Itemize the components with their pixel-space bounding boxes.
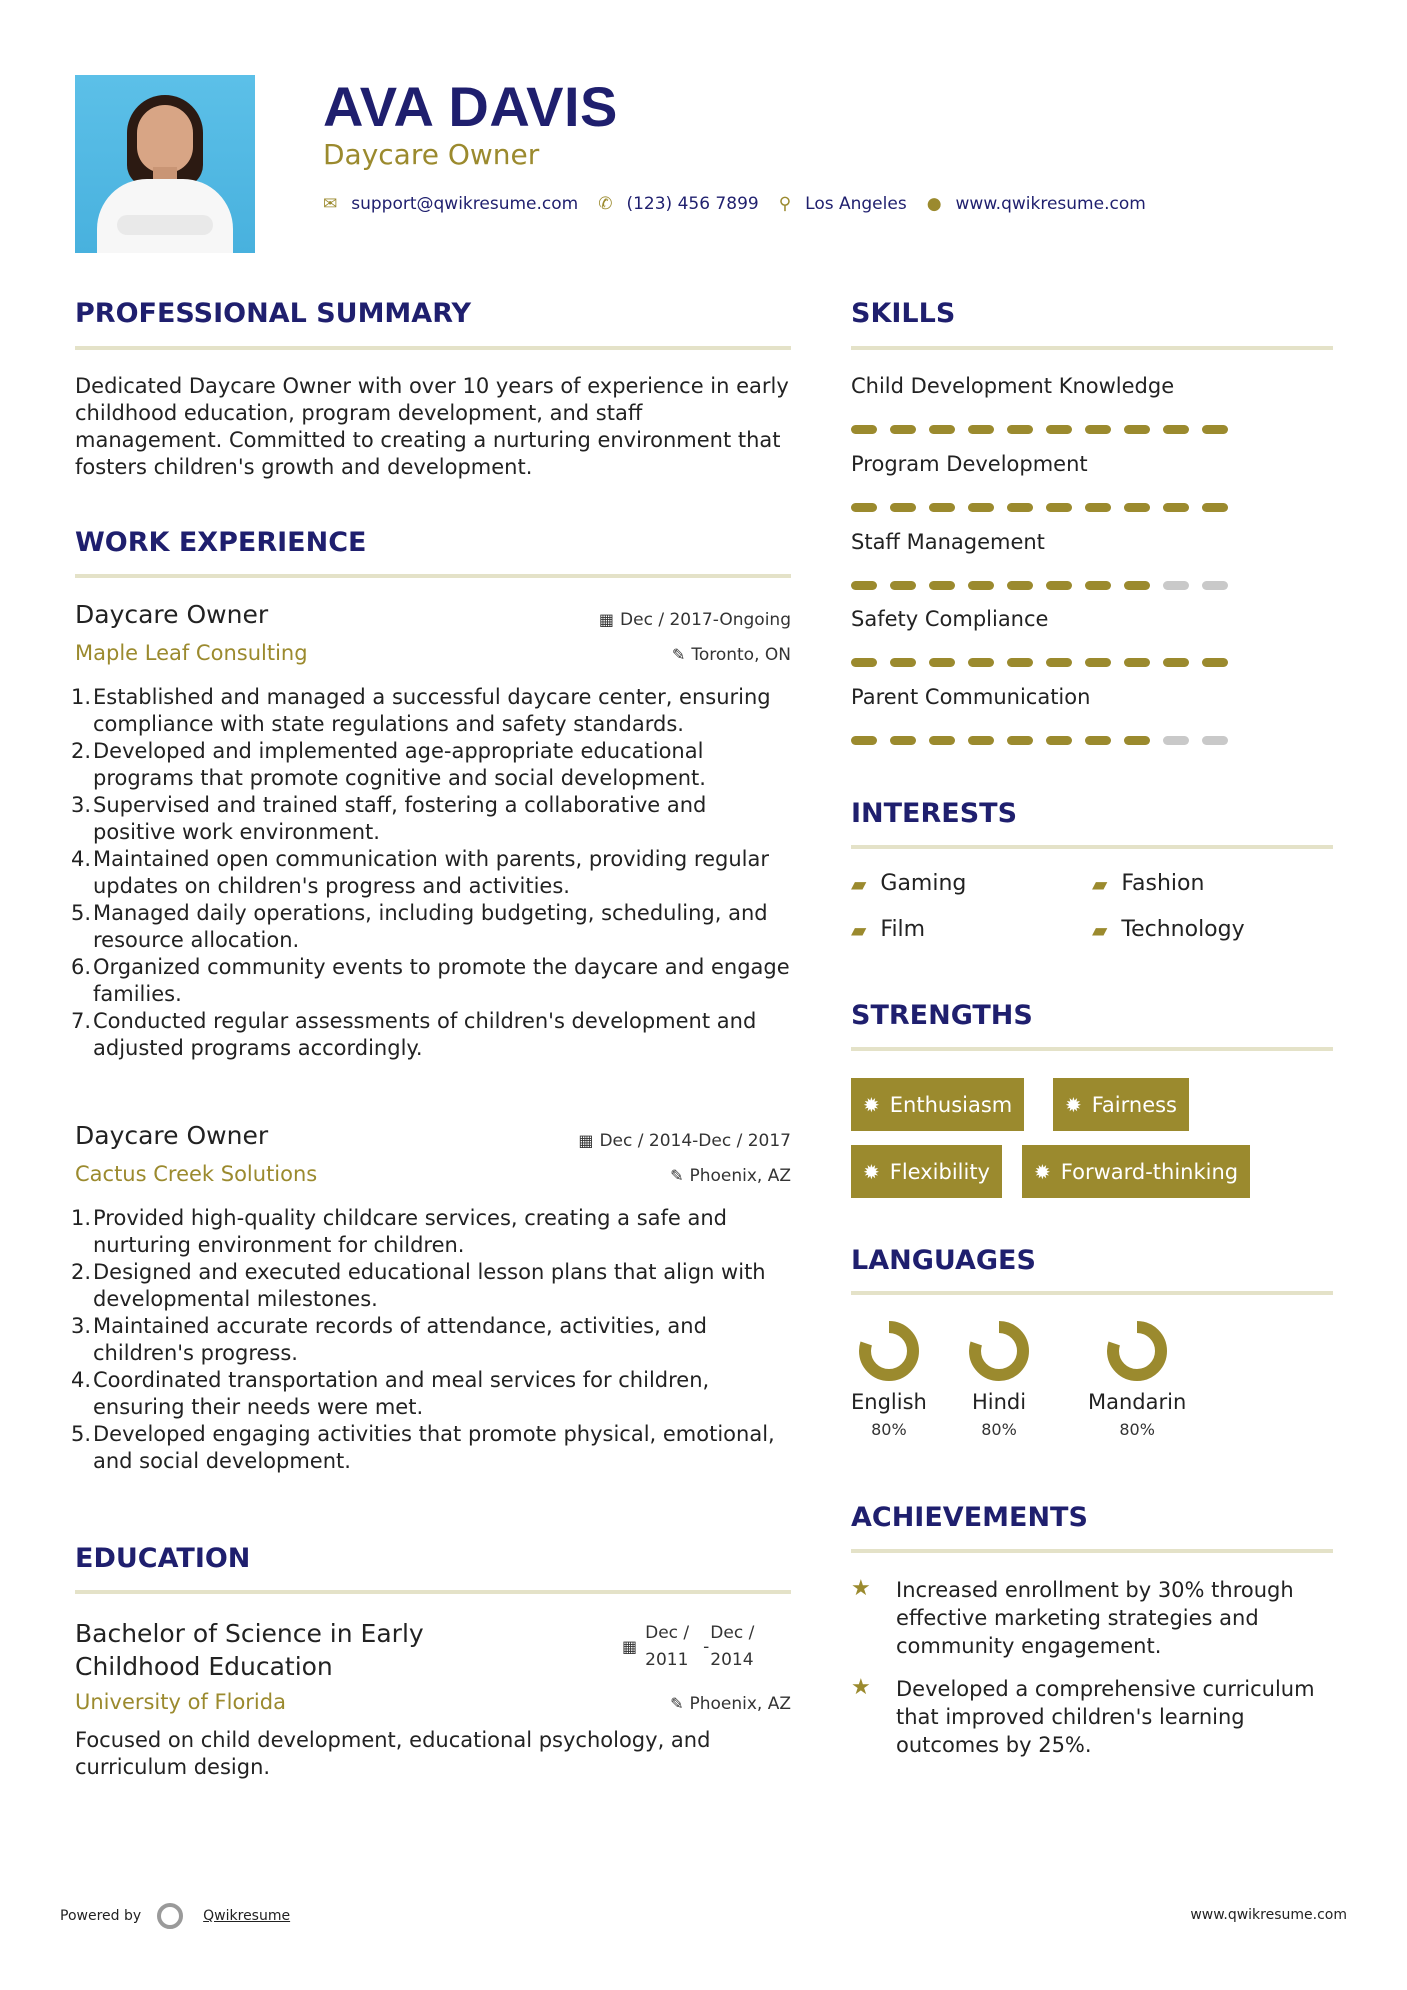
calendar-icon: ▦ [598, 610, 615, 629]
achievement-item: ★ Increased enrollment by 30% through effective marketing strategies and community engagement. [851, 1576, 1294, 1658]
languages-divider [851, 1291, 1333, 1295]
skill-level-segment [1124, 425, 1150, 434]
pin-icon: ✎ [670, 1166, 684, 1185]
skill-level-segment [1046, 658, 1072, 667]
skill-level-segment [1163, 581, 1189, 590]
list-item: 1. Provided high-quality childcare services, creating a safe and nurturing environment for children. [71, 1206, 727, 1257]
interest-item: ▰ Gaming [851, 871, 967, 896]
skill-level-segment [890, 581, 916, 590]
skill-level-segment [890, 503, 916, 512]
summary-heading: PROFESSIONAL SUMMARY [75, 298, 472, 329]
skill-level-segment [890, 425, 916, 434]
book-icon: ▰ [851, 917, 867, 942]
skill-level-segment [851, 503, 877, 512]
skill-level-segment [1007, 425, 1033, 434]
contact-email[interactable]: support@qwikresume.com [351, 194, 579, 214]
skill-level-segment [1124, 658, 1150, 667]
email-icon: ✉ [323, 194, 338, 214]
footer-url[interactable]: www.qwikresume.com [1190, 1907, 1347, 1923]
skill-level-segment [1202, 503, 1228, 512]
skills-heading: SKILLS [851, 298, 956, 329]
footer-brand-link[interactable]: Qwikresume [203, 1908, 291, 1924]
skill-level-segment [929, 736, 955, 745]
skill-level-segment [1007, 658, 1033, 667]
list-item: 7. Conducted regular assessments of children's development and adjusted programs accordingly. [71, 1009, 757, 1060]
summary-text: Dedicated Daycare Owner with over 10 years of experience in early childhood education, program development, and staff management. Committed to creating a nurturing environment that fosters children's growth and development. [75, 374, 789, 479]
skill-level-segment [968, 503, 994, 512]
profile-photo [75, 75, 255, 253]
skill-level-bar [851, 425, 1228, 434]
skill-level-segment [851, 736, 877, 745]
list-item: 3. Supervised and trained staff, fostering a collaborative and positive work environment. [71, 793, 707, 844]
list-item: 1. Established and managed a successful daycare center, ensuring compliance with state regulations and safety standards. [71, 685, 771, 736]
skill-level-segment [1046, 581, 1072, 590]
skill-level-bar [851, 658, 1228, 667]
skill-level-segment [1202, 425, 1228, 434]
skill-level-segment [890, 658, 916, 667]
star-icon: ★ [851, 1576, 871, 1601]
language-progress-ring [1106, 1320, 1168, 1382]
list-item: 4. Maintained open communication with parents, providing regular updates on children's progress and activities. [71, 847, 769, 898]
skill-level-segment [1007, 503, 1033, 512]
strength-badge: ✹ Forward-thinking [1022, 1145, 1250, 1198]
skill-level-segment [1085, 581, 1111, 590]
list-item: 4. Coordinated transportation and meal services for children, ensuring their needs were met. [71, 1368, 710, 1419]
skill-level-bar [851, 736, 1228, 745]
skill-level-segment [1046, 736, 1072, 745]
skill-level-segment [929, 658, 955, 667]
summary-divider [75, 346, 791, 350]
gear-icon: ✹ [1034, 1159, 1051, 1184]
skill-level-segment [1163, 736, 1189, 745]
experience-heading: WORK EXPERIENCE [75, 527, 367, 558]
job-date: ▦ Dec / 2017-Ongoing [598, 610, 791, 630]
education-location: ✎ Phoenix, AZ [670, 1694, 791, 1714]
interest-item: ▰ Film [851, 917, 926, 942]
school-name: University of Florida [75, 1690, 286, 1714]
powered-by-label: Powered by [60, 1908, 142, 1924]
contact-phone[interactable]: (123) 456 7899 [626, 194, 759, 214]
degree-title: Bachelor of Science in Early Childhood Education [75, 1619, 424, 1681]
job-company: Cactus Creek Solutions [75, 1162, 318, 1186]
education-divider [75, 1590, 791, 1594]
language-item [851, 1320, 927, 1439]
list-item: 3. Maintained accurate records of attendance, activities, and children's progress. [71, 1314, 707, 1365]
list-item: 6. Organized community events to promote the daycare and engage families. [71, 955, 790, 1006]
strengths-heading: STRENGTHS [851, 1000, 1033, 1031]
skill-level-segment [968, 658, 994, 667]
list-item: 5. Developed engaging activities that promote physical, emotional, and social development. [71, 1422, 775, 1473]
job-bullets [71, 1205, 791, 1475]
skill-level-segment [1007, 736, 1033, 745]
language-item [968, 1320, 1030, 1439]
language-progress-ring [968, 1320, 1030, 1382]
phone-icon: ✆ [598, 194, 613, 214]
skills-divider [851, 346, 1333, 350]
candidate-title: Daycare Owner [323, 138, 540, 171]
language-name: Mandarin [1088, 1390, 1187, 1414]
contact-bar [323, 194, 1166, 214]
skill-level-segment [1124, 581, 1150, 590]
skill-level-segment [890, 736, 916, 745]
job-title: Daycare Owner [75, 600, 269, 629]
interest-item: ▰ Technology [1092, 917, 1245, 942]
skill-level-segment [1124, 503, 1150, 512]
contact-website[interactable]: www.qwikresume.com [955, 194, 1146, 214]
experience-divider [75, 574, 791, 578]
job-date: ▦ Dec / 2014-Dec / 2017 [578, 1131, 791, 1151]
star-icon: ★ [851, 1675, 871, 1700]
skill-level-segment [968, 581, 994, 590]
skill-name: Safety Compliance [851, 607, 1049, 631]
pin-icon: ✎ [670, 1694, 684, 1713]
skill-level-segment [1202, 736, 1228, 745]
list-item: 5. Managed daily operations, including budgeting, scheduling, and resource allocation. [71, 901, 768, 952]
education-date: ▦ Dec / 2011 - Dec / 2014 [622, 1620, 754, 1674]
book-icon: ▰ [1092, 871, 1108, 896]
skill-level-segment [851, 581, 877, 590]
skill-level-segment [1163, 658, 1189, 667]
globe-icon: ● [926, 194, 942, 214]
list-item: 2. Developed and implemented age-appropriate educational programs that promote cognitive and social development. [71, 739, 706, 790]
achievement-item: ★ Developed a comprehensive curriculum that improved children's learning outcomes by 25%. [851, 1675, 1315, 1757]
interest-item: ▰ Fashion [1092, 871, 1205, 896]
job-company: Maple Leaf Consulting [75, 641, 308, 665]
job-bullets [71, 684, 791, 1062]
skill-level-segment [1046, 425, 1072, 434]
skill-level-segment [1202, 581, 1228, 590]
skill-name: Child Development Knowledge [851, 374, 1175, 398]
skill-level-segment [929, 425, 955, 434]
skill-level-segment [1202, 658, 1228, 667]
skill-name: Staff Management [851, 530, 1045, 554]
skill-level-segment [929, 503, 955, 512]
strength-badge: ✹ Fairness [1053, 1078, 1189, 1131]
language-percent: 80% [981, 1420, 1017, 1439]
education-description: Focused on child development, educational psychology, and curriculum design. [75, 1728, 711, 1779]
skill-level-segment [1046, 503, 1072, 512]
language-item [1088, 1320, 1186, 1439]
book-icon: ▰ [851, 871, 867, 896]
language-percent: 80% [871, 1420, 907, 1439]
skill-level-bar [851, 503, 1228, 512]
strengths-divider [851, 1047, 1333, 1051]
calendar-icon: ▦ [578, 1131, 594, 1150]
location-pin-icon: ⚲ [778, 194, 792, 214]
candidate-name: AVA DAVIS [323, 75, 618, 138]
achievements-divider [851, 1549, 1333, 1553]
skill-level-segment [1124, 736, 1150, 745]
strength-badge: ✹ Flexibility [851, 1145, 1002, 1198]
skill-level-segment [929, 581, 955, 590]
skill-level-segment [851, 425, 877, 434]
book-icon: ▰ [1092, 917, 1108, 942]
skill-level-segment [1007, 581, 1033, 590]
language-name: Hindi [971, 1390, 1027, 1414]
pin-icon: ✎ [671, 645, 686, 664]
skill-level-segment [968, 736, 994, 745]
education-heading: EDUCATION [75, 1543, 251, 1574]
skill-name: Parent Communication [851, 685, 1091, 709]
skill-level-segment [851, 658, 877, 667]
footer-powered [60, 1903, 290, 1929]
skill-name: Program Development [851, 452, 1088, 476]
skill-level-segment [1163, 425, 1189, 434]
gear-icon: ✹ [863, 1092, 880, 1117]
gear-icon: ✹ [863, 1159, 880, 1184]
job-location: ✎ Toronto, ON [671, 645, 791, 665]
strength-badge: ✹ Enthusiasm [851, 1078, 1024, 1131]
calendar-icon: ▦ [622, 1637, 638, 1656]
qwikresume-logo-icon [157, 1903, 183, 1929]
skill-level-segment [1085, 736, 1111, 745]
skill-level-segment [1085, 503, 1111, 512]
skill-level-segment [1163, 503, 1189, 512]
skill-level-segment [1085, 425, 1111, 434]
achievements-heading: ACHIEVEMENTS [851, 1502, 1088, 1533]
job-title: Daycare Owner [75, 1121, 269, 1150]
skill-level-segment [1085, 658, 1111, 667]
skill-level-bar [851, 581, 1228, 590]
language-percent: 80% [1119, 1420, 1155, 1439]
job-location: ✎ Phoenix, AZ [670, 1166, 791, 1186]
gear-icon: ✹ [1065, 1092, 1082, 1117]
languages-heading: LANGUAGES [851, 1245, 1036, 1276]
skill-level-segment [968, 425, 994, 434]
interests-heading: INTERESTS [851, 798, 1018, 829]
language-progress-ring [858, 1320, 920, 1382]
list-item: 2. Designed and executed educational lesson plans that align with developmental milestones. [71, 1260, 766, 1311]
language-name: English [851, 1390, 927, 1414]
interests-divider [851, 845, 1333, 849]
contact-location: Los Angeles [805, 194, 907, 214]
